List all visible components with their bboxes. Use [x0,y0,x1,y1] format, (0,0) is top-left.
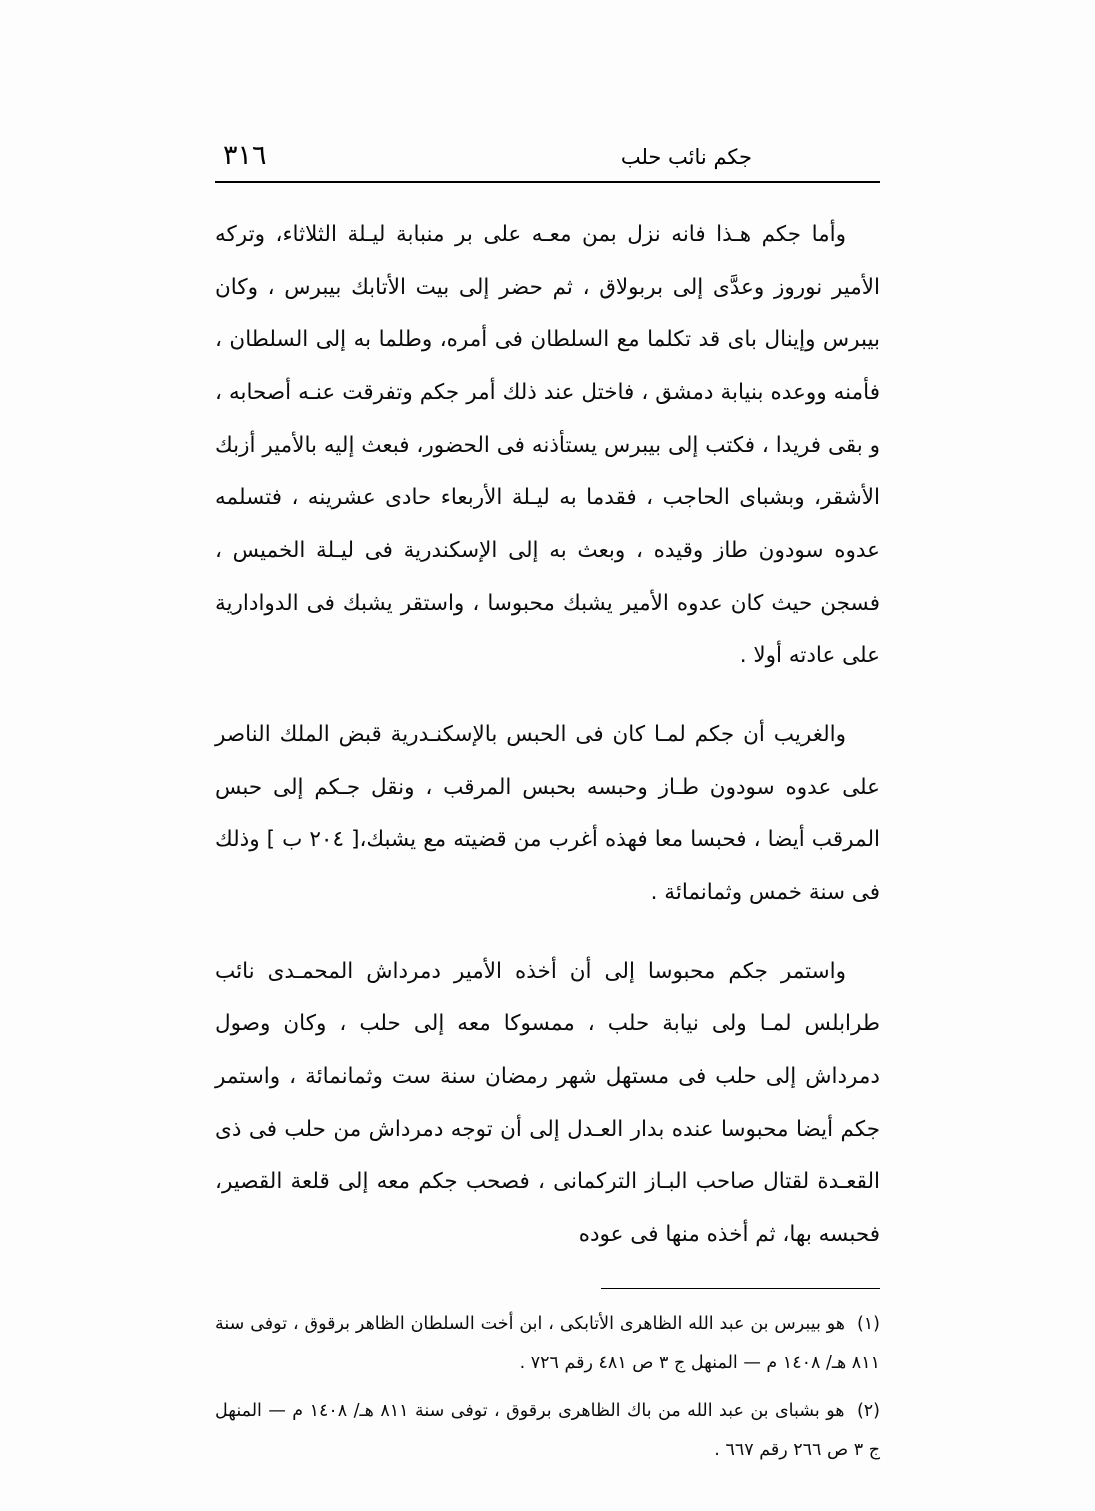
paragraph-2 [215,709,880,920]
paragraph-3 [215,946,880,1262]
footnote-text: هو بشباى بن عبد الله من باك الظاهرى برقوق ، توفى سنة ٨١١ هـ/ ١٤٠٨ م — المنهل ج ٣ ص ٢٦٦ رقم ٦٦٧ . [215,1400,880,1460]
page-number: ٣١٦ [223,140,267,171]
footnote-text: هو بيبرس بن عبد الله الظاهرى الأتابكى ، ابن أخت السلطان الظاهر برقوق ، توفى سنة ٨١١ هـ/ ١٤٠٨ م — المنهل ج ٣ ص ٤٨١ رقم ٧٢٦ . [215,1313,880,1374]
footnote-item [215,1392,880,1471]
footnote-number: (٢) [856,1400,880,1421]
paragraph-2-text: والغريب أن جكم لمـا كان فى الحبس بالإسكنـدرية قبض الملك الناصر على عدوه سودون طـاز وحبسه بحبس المرقب ، ونقل جـكم إلى حبس المرقب أيضا ، فحبسا معا فهذه أغرب من قضيته مع يشبك،[ ٢٠٤ ب ] وذلك فى سنة خمس وثمانمائة . [215,722,880,906]
footnote-item [215,1305,880,1384]
footnote-divider [601,1288,880,1289]
footnotes-section [215,1305,880,1471]
paragraph-3-text: واستمر جكم محبوسا إلى أن أخذه الأمير دمرداش المحمـدى نائب طرابلس لمـا ولى نيابة حلب ، ممسوكا معه إلى حلب ، وكان وصول دمرداش إلى حلب فى مستهل شهر رمضان سنة ست وثمانمائة ، واستمر جكم أيضا محبوسا عنده بدار العـدل إلى أن توجه دمرداش من حلب فى ذى القعـدة لقتال صاحب البـاز التركمانى ، فصحب جكم معه إلى قلعة القصير، فحبسه بها، ثم أخذه منها فى عوده [215,958,880,1248]
footnote-number: (١) [856,1313,880,1334]
page-header [215,140,880,171]
paragraph-1-text: وأما جكم هـذا فانه نزل بمن معـه على بر منبابة ليـلة الثلاثاء، وتركه الأمير نوروز وعدَّى إلى بربولاق ، ثم حضر إلى بيت الأتابك بيبرس ، وكان بيبرس وإينال باى قد تكلما مع السلطان فى أمره، وطلما به إلى السلطان ، فأمنه ووعده بنيابة دمشق ، فاختل عند ذلك أمر جكم وتفرقت عنـه أصحابه ، و بقى فريدا ، فكتب إلى بيبرس يستأذنه فى الحضور، فبعث إليه بالأمير أزبك الأشقر، وبشباى الحاجب ، فقدما به ليـلة الأربعاء حادى عشرينه ، فتسلمه عدوه سودون طاز وقيده ، وبعث به إلى الإسكندرية فى ليـلة الخميس ، فسجن حيث كان عدوه الأمير يشبك محبوسا ، واستقر يشبك فى الدوادارية على عادته أولا . [215,222,880,669]
paragraph-1 [215,209,880,683]
page-content [215,140,880,1460]
header-divider [215,181,880,183]
running-head: جكم نائب حلب [620,145,752,169]
body-text [215,209,880,1262]
